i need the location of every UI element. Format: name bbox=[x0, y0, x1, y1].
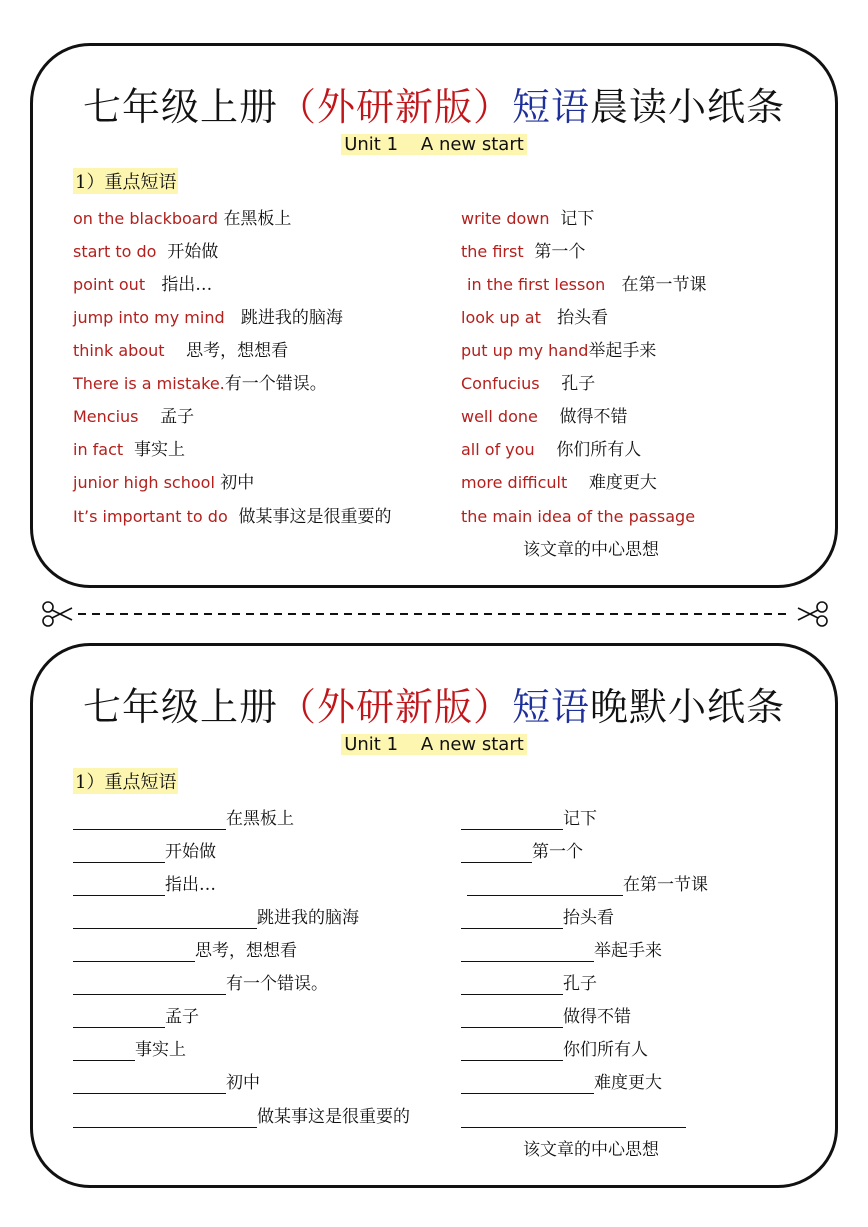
phrase-item: jump into my mind 跳进我的脑海 bbox=[73, 308, 343, 328]
answer-blank[interactable] bbox=[461, 844, 532, 863]
answer-blank[interactable] bbox=[461, 1109, 686, 1128]
fill-in-item: 指出… bbox=[73, 874, 216, 896]
phrase-item: the first 第一个 bbox=[461, 242, 586, 262]
fill-in-item: 在第一节课 bbox=[467, 874, 708, 896]
answer-blank[interactable] bbox=[461, 1009, 563, 1028]
answer-blank[interactable] bbox=[461, 976, 563, 995]
phrase-item: more difficult 难度更大 bbox=[461, 473, 657, 493]
answer-blank[interactable] bbox=[73, 943, 195, 962]
scissors-icon-left bbox=[43, 602, 72, 626]
answer-blank[interactable] bbox=[73, 877, 165, 896]
phrase-translation: 该文章的中心思想 bbox=[523, 1140, 659, 1160]
fill-in-item: 举起手来 bbox=[461, 940, 662, 962]
phrase-item: the main idea of the passage bbox=[461, 507, 696, 526]
unit-heading: Unit 1 A new start bbox=[33, 134, 835, 155]
phrase-item: in fact 事实上 bbox=[73, 440, 185, 460]
section-heading: 1）重点短语 bbox=[73, 168, 178, 194]
fill-in-item: 开始做 bbox=[73, 841, 216, 863]
phrase-item: start to do 开始做 bbox=[73, 242, 219, 262]
answer-blank[interactable] bbox=[73, 1042, 135, 1061]
phrase-item: think about 思考，想想看 bbox=[73, 341, 289, 361]
fill-in-item: 孟子 bbox=[73, 1006, 199, 1028]
phrase-translation: 该文章的中心思想 bbox=[523, 540, 659, 560]
phrase-item: on the blackboard 在黑板上 bbox=[73, 209, 292, 229]
answer-blank[interactable] bbox=[461, 1075, 594, 1094]
fill-in-item bbox=[461, 1106, 686, 1128]
fill-in-item: 孔子 bbox=[461, 973, 597, 995]
scissors-icon-right bbox=[798, 602, 827, 626]
phrase-item: all of you 你们所有人 bbox=[461, 440, 642, 460]
answer-blank[interactable] bbox=[73, 811, 226, 830]
answer-blank[interactable] bbox=[73, 1009, 165, 1028]
card-title: 七年级上册（外研新版）短语晚默小纸条 bbox=[82, 685, 786, 729]
phrase-item: in the first lesson 在第一节课 bbox=[467, 275, 707, 295]
answer-blank[interactable] bbox=[73, 910, 257, 929]
phrase-item: write down 记下 bbox=[461, 209, 595, 229]
phrase-item: junior high school 初中 bbox=[73, 473, 255, 493]
answer-blank[interactable] bbox=[461, 811, 563, 830]
phrase-item: look up at 抬头看 bbox=[461, 308, 609, 328]
answer-blank[interactable] bbox=[461, 1042, 563, 1061]
phrase-item: point out 指出… bbox=[73, 275, 213, 295]
evening-dictation-card bbox=[30, 643, 838, 1188]
fill-in-item: 有一个错误。 bbox=[73, 973, 328, 995]
answer-blank[interactable] bbox=[73, 976, 226, 995]
answer-blank[interactable] bbox=[73, 1075, 226, 1094]
fill-in-item: 初中 bbox=[73, 1072, 260, 1094]
fill-in-item: 难度更大 bbox=[461, 1072, 662, 1094]
fill-in-item: 抬头看 bbox=[461, 907, 614, 929]
answer-blank[interactable] bbox=[73, 844, 165, 863]
fill-in-item: 你们所有人 bbox=[461, 1039, 648, 1061]
answer-blank[interactable] bbox=[73, 1109, 257, 1128]
fill-in-item: 在黑板上 bbox=[73, 808, 294, 830]
fill-in-item: 做某事这是很重要的 bbox=[73, 1106, 410, 1128]
cut-line bbox=[40, 600, 830, 628]
fill-in-item: 跳进我的脑海 bbox=[73, 907, 359, 929]
answer-blank[interactable] bbox=[461, 910, 563, 929]
fill-in-item: 事实上 bbox=[73, 1039, 186, 1061]
phrase-item: put up my hand举起手来 bbox=[461, 341, 657, 361]
phrase-item: Confucius 孔子 bbox=[461, 374, 596, 394]
card-title: 七年级上册（外研新版）短语晨读小纸条 bbox=[82, 85, 786, 129]
phrase-item: Mencius 孟子 bbox=[73, 407, 195, 427]
fill-in-item: 记下 bbox=[461, 808, 597, 830]
phrase-item: There is a mistake.有一个错误。 bbox=[73, 374, 327, 394]
phrase-item: It’s important to do 做某事这是很重要的 bbox=[73, 507, 392, 527]
section-heading: 1）重点短语 bbox=[73, 768, 178, 794]
fill-in-item: 思考，想想看 bbox=[73, 940, 297, 962]
answer-blank[interactable] bbox=[467, 877, 623, 896]
answer-blank[interactable] bbox=[461, 943, 594, 962]
phrase-item: well done 做得不错 bbox=[461, 407, 628, 427]
fill-in-item: 做得不错 bbox=[461, 1006, 631, 1028]
unit-heading: Unit 1 A new start bbox=[33, 734, 835, 755]
fill-in-item: 第一个 bbox=[461, 841, 583, 863]
morning-reading-card bbox=[30, 43, 838, 588]
